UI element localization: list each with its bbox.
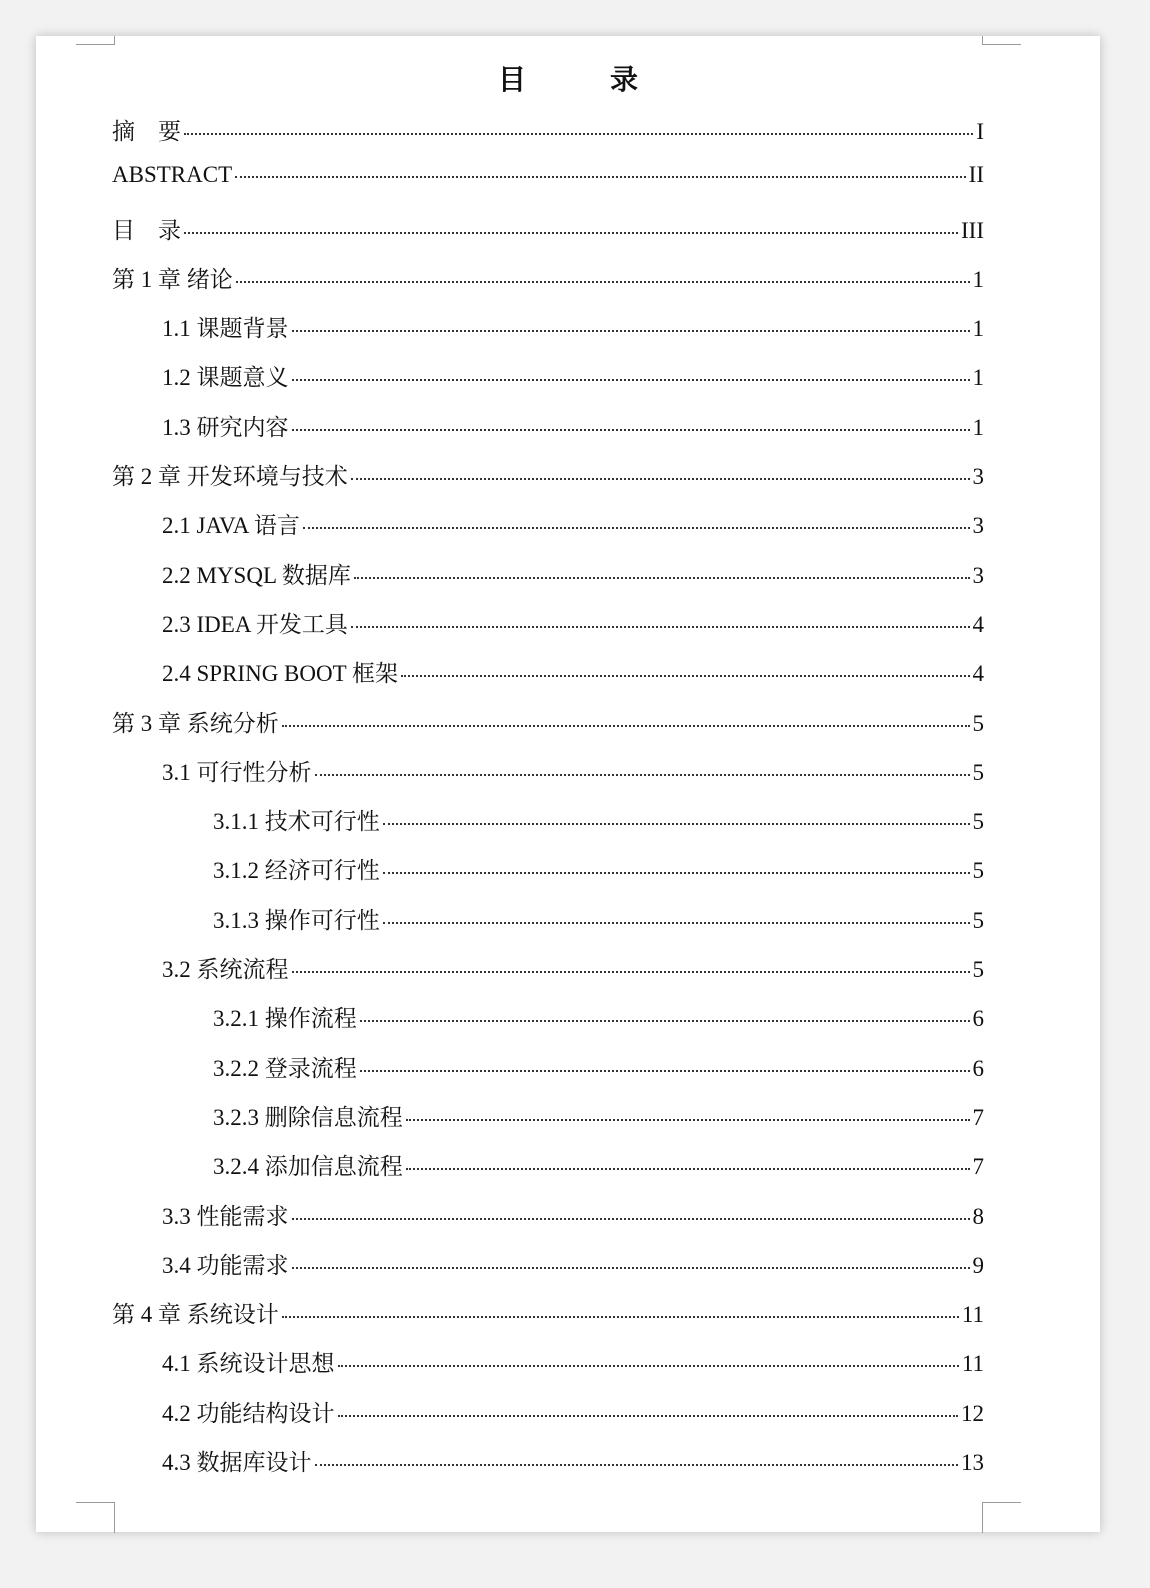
toc-page-number: 9 [972,1252,984,1278]
toc-entry-text: 3.3 性能需求 [162,1203,289,1229]
toc-entry-text: 第 4 章 系统设计 [112,1302,279,1328]
toc-entry[interactable] [112,1296,984,1345]
toc-page-number: I [976,119,984,144]
toc-page-number: 6 [972,1055,984,1081]
toc-page-number: 4 [972,661,984,687]
table-of-contents [112,113,984,1493]
dot-leader [351,626,970,628]
toc-entry-text: 1.1 课题背景 [162,316,289,342]
dot-leader [383,872,970,874]
dot-leader [292,379,970,381]
dot-leader [292,330,970,332]
toc-entry[interactable] [112,113,984,162]
dot-leader [354,577,970,579]
toc-entry[interactable] [112,507,984,556]
toc-page-number: 11 [961,1302,984,1328]
toc-entry-text: 3.1.1 技术可行性 [213,809,380,835]
toc-entry[interactable] [112,754,984,803]
toc-entry-text: 2.1 JAVA 语言 [162,513,300,539]
crop-mark-top-left [76,36,115,45]
dot-leader [338,1365,959,1367]
toc-entry[interactable] [112,902,984,951]
toc-page-number: II [968,162,984,188]
toc-entry-text: 3.2.4 添加信息流程 [213,1154,403,1180]
dot-leader [338,1415,959,1417]
toc-entry[interactable] [112,1050,984,1099]
dot-leader [303,527,970,529]
toc-entry[interactable] [112,1000,984,1049]
toc-page-number: 7 [972,1104,984,1130]
toc-page-number: 11 [961,1351,984,1377]
crop-mark-top-right [982,36,1021,45]
toc-entry-text: 3.1 可行性分析 [162,759,312,785]
toc-entry-text: 3.1.2 经济可行性 [213,858,380,884]
dot-leader [406,1119,970,1121]
dot-leader [406,1168,970,1170]
toc-entry[interactable] [112,1247,984,1296]
toc-title: 目 录 [497,63,666,96]
toc-page-number: 3 [972,562,984,588]
dot-leader [351,478,970,480]
dot-leader [401,675,970,677]
toc-page-number: 1 [972,316,984,342]
toc-page-number: 3 [972,464,984,490]
dot-leader [292,971,970,973]
toc-page-number: 13 [961,1450,984,1476]
toc-entry[interactable] [112,705,984,754]
toc-entry[interactable] [112,162,984,211]
toc-page-number: 5 [972,710,984,736]
toc-page-number: 12 [961,1400,984,1426]
toc-entry-text: 3.1.3 操作可行性 [213,907,380,933]
toc-entry[interactable] [112,1444,984,1493]
toc-page-number: 5 [972,809,984,835]
toc-entry[interactable] [112,359,984,408]
toc-entry[interactable] [112,212,984,261]
toc-entry[interactable] [112,557,984,606]
toc-page-number: 1 [972,365,984,391]
toc-page-number: 5 [972,907,984,933]
dot-leader [292,1218,970,1220]
toc-page-number: 7 [972,1154,984,1180]
toc-entry[interactable] [112,803,984,852]
dot-leader [292,1267,970,1269]
toc-entry[interactable] [112,1345,984,1394]
toc-entry-text: ABSTRACT [112,162,233,188]
toc-entry-text: 3.2.3 删除信息流程 [213,1104,403,1130]
dot-leader [315,1464,959,1466]
toc-entry-text: 2.2 MYSQL 数据库 [162,562,351,588]
toc-page-number: 5 [972,759,984,785]
toc-entry[interactable] [112,409,984,458]
toc-entry[interactable] [112,310,984,359]
toc-entry[interactable] [112,606,984,655]
toc-page-number: 5 [972,858,984,884]
toc-page-number: 4 [972,611,984,637]
toc-page-number: 1 [972,414,984,440]
toc-entry-text: 1.3 研究内容 [162,414,289,440]
dot-leader [184,232,958,234]
toc-page-number: 3 [972,513,984,539]
dot-leader [383,922,970,924]
toc-entry-text: 第 1 章 绪论 [112,266,233,292]
toc-entry-text: 3.2 系统流程 [162,957,289,983]
toc-page-number: III [961,217,984,243]
toc-entry[interactable] [112,1198,984,1247]
toc-entry-text: 4.2 功能结构设计 [162,1400,335,1426]
toc-page-number: 6 [972,1006,984,1032]
toc-entry-text: 3.2.2 登录流程 [213,1055,357,1081]
toc-entry[interactable] [112,1099,984,1148]
document-page [36,36,1100,1532]
toc-page-number: 8 [972,1203,984,1229]
dot-leader [360,1020,970,1022]
toc-entry-text: 第 2 章 开发环境与技术 [112,464,348,490]
toc-entry[interactable] [112,655,984,704]
toc-entry-text: 1.2 课题意义 [162,365,289,391]
toc-entry-text: 4.3 数据库设计 [162,1450,312,1476]
crop-mark-bottom-right [982,1502,1021,1533]
toc-entry[interactable] [112,1148,984,1197]
toc-entry-text: 摘 要 [112,119,181,144]
toc-page-number: 5 [972,957,984,983]
toc-entry-text: 2.4 SPRING BOOT 框架 [162,661,398,687]
toc-entry[interactable] [112,458,984,507]
toc-entry[interactable] [112,852,984,901]
toc-entry-text: 3.2.1 操作流程 [213,1006,357,1032]
toc-entry-text: 目 录 [112,217,181,243]
toc-page-number: 1 [972,266,984,292]
toc-entry-text: 4.1 系统设计思想 [162,1351,335,1377]
toc-entry-text: 2.3 IDEA 开发工具 [162,611,348,637]
dot-leader [383,823,970,825]
toc-entry-text: 3.4 功能需求 [162,1252,289,1278]
toc-entry[interactable] [112,261,984,310]
dot-leader [282,1316,959,1318]
toc-entry-text: 第 3 章 系统分析 [112,710,279,736]
dot-leader [184,133,973,135]
dot-leader [360,1070,970,1072]
dot-leader [236,281,970,283]
dot-leader [315,774,970,776]
toc-entry[interactable] [112,951,984,1000]
crop-mark-bottom-left [76,1502,115,1533]
toc-entry[interactable] [112,1395,984,1444]
dot-leader [282,725,970,727]
dot-leader [235,176,966,178]
dot-leader [292,429,970,431]
